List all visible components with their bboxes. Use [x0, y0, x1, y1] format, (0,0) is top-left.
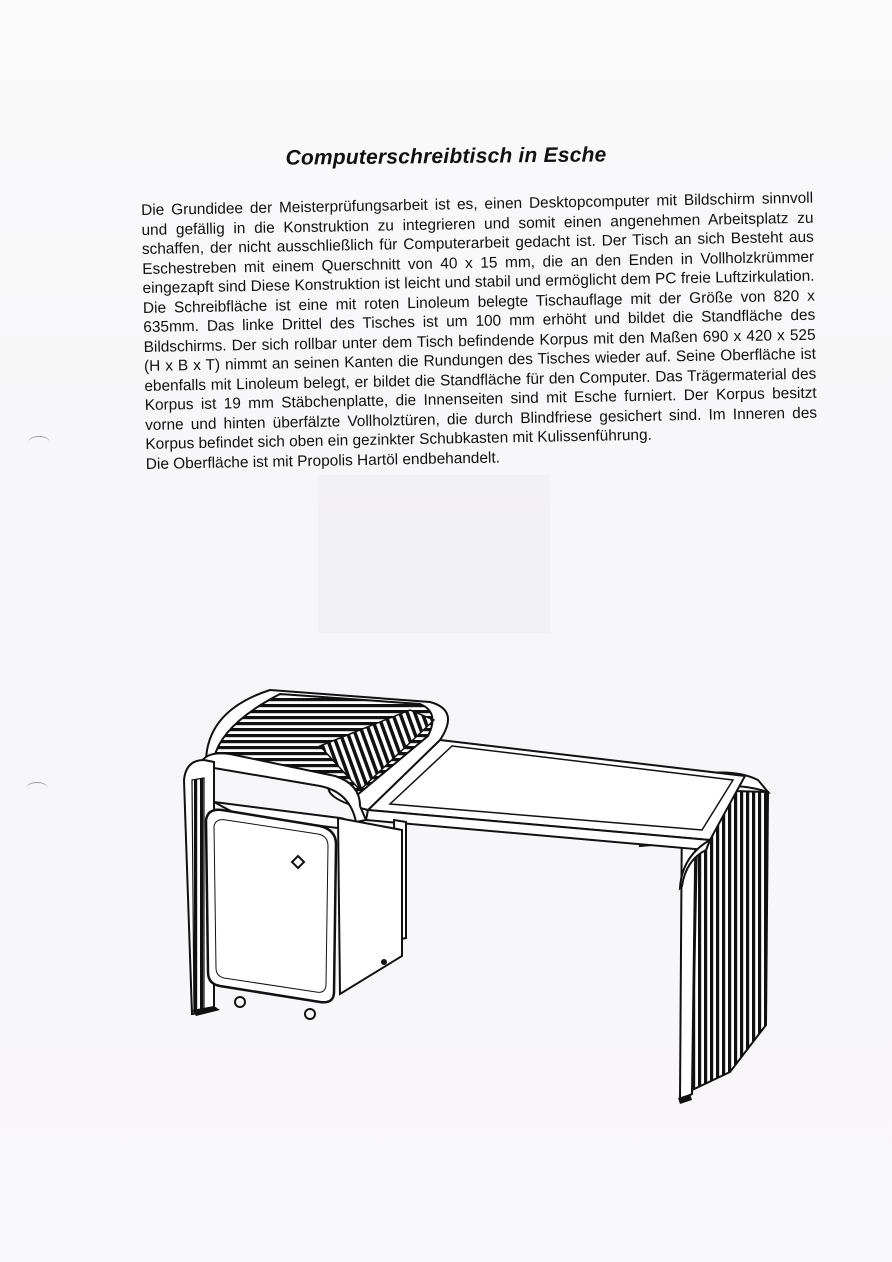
document-title: Computerschreibtisch in Esche	[285, 143, 607, 170]
castor	[235, 997, 245, 1007]
description-block	[141, 189, 818, 474]
finish-note: Die Oberfläche ist mit Propolis Hartöl endbehandelt.	[145, 448, 501, 473]
margin-mark	[28, 436, 50, 449]
margin-mark	[26, 782, 48, 795]
cabinet-door	[206, 810, 336, 1003]
cabinet-side	[338, 818, 402, 994]
show-through-area	[318, 475, 550, 633]
castor	[381, 959, 387, 965]
desk-drawing	[170, 680, 780, 1110]
castor	[305, 1009, 315, 1019]
description-paragraph: Die Grundidee der Meisterprüfungsarbeit ist es, einen Desktopcomputer mit Bildschirm sinnvoll und gefällig in die Konstruktion zu integrieren und somit einen angenehmen Arbeitsplatz zu schaffen, der nicht ausschließlich für Computerarbeit gedacht ist. Der Tisch an sich Besteht aus Eschestreben mit einem Querschnitt von 40 x 15 mm, die an den Enden in Vollholzkrümmer eingezapft sind Diese Konstruktion ist leicht und stabil und ermöglicht dem PC freie Luftzirkulation. Die Schreibfläche ist eine mit roten Linoleum belegte Tischauflage mit der Größe von 820 x 635mm. Das linke Drittel des Tisches ist um 100 mm erhöht und bildet die Standfläche des Bildschirms. Der sich rollbar unter dem Tisch befindende Korpus mit den Maßen 690 x 420 x 525 (H x B x T) nimmt an seinen Kanten die Rundungen des Tisches wieder auf. Seine Oberfläche ist ebenfalls mit Linoleum belegt, er bildet die Standfläche für den Computer. Das Trägermaterial des Korpus ist 19 mm Stäbchenplatte, die Innenseiten sind mit Esche furniert. Der Korpus besitzt vorne und hinten überfälzte Vollholztüren, die durch Blindfriese gesichert sind. Im Inneren des Korpus befindet sich oben ein gezinkter Schubkasten mit Kulissenführung.	[141, 189, 818, 453]
